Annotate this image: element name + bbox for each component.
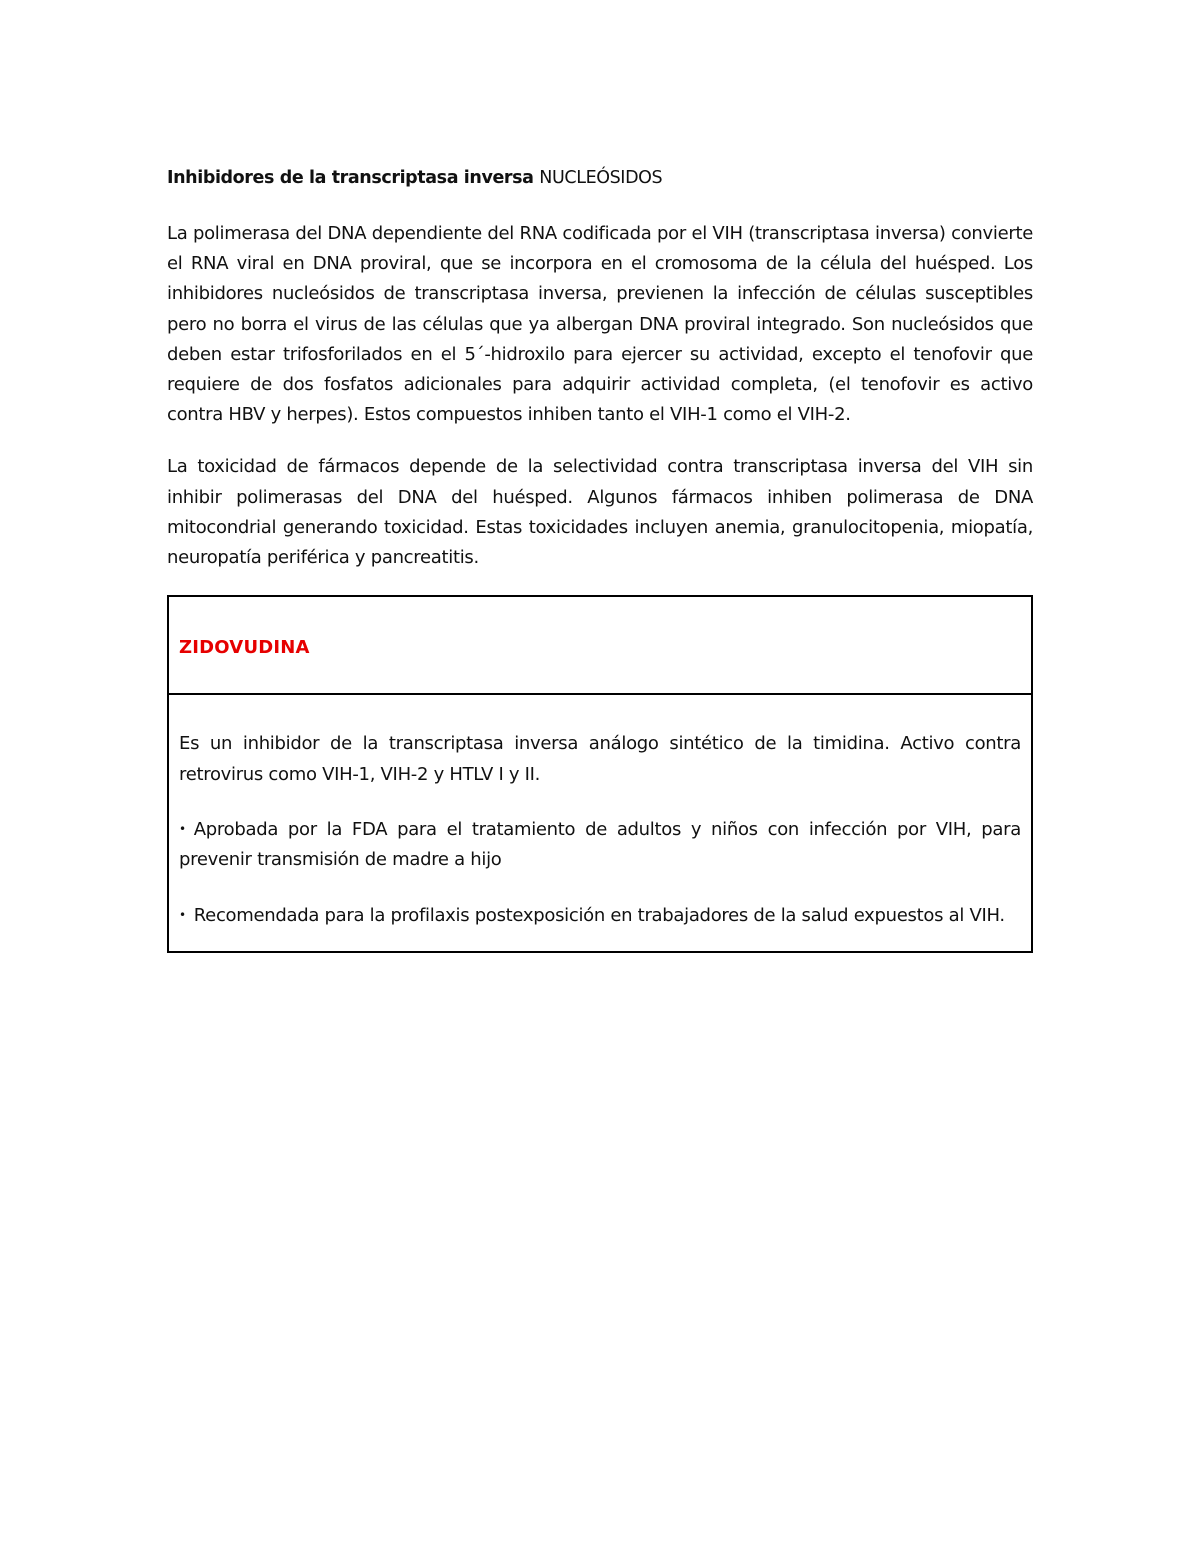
drug-box-header — [169, 597, 1031, 695]
heading-prefix: Inhibidores de la transcriptasa inversa — [167, 168, 540, 188]
drug-title: ZIDOVUDINA — [179, 636, 310, 658]
bullet-icon: • — [179, 907, 186, 922]
heading-emphasis: NUCLEÓSIDOS — [539, 168, 663, 188]
bullet-item — [179, 814, 1021, 876]
document-content — [167, 163, 1033, 953]
toxicity-paragraph: La toxicidad de fármacos depende de la selectividad contra transcriptasa inversa del VIH sin inhibir polimerasas del DNA del huésped. Algunos fármacos inhiben polimerasa de DNA mitocondrial generando toxicidad. Estas toxicidades incluyen anemia, granulocitopenia, miopatía, neuropatía periférica y pancreatitis. — [167, 456, 1033, 569]
drug-box-body — [169, 695, 1031, 951]
drug-box — [167, 595, 1033, 953]
bullet-item — [179, 900, 1021, 931]
bullet-icon: • — [179, 822, 186, 837]
intro-paragraph: La polimerasa del DNA dependiente del RNA codificada por el VIH (transcriptasa inversa) convierte el RNA viral en DNA proviral, que se incorpora en el cromosoma de la célula del huésped. Los inhibidores nucleósidos de transcriptasa inversa, previenen la infección de células susceptibles pero no borra el virus de las células que ya albergan DNA proviral integrado. Son nucleósidos que deben estar trifosforilados en el 5´-hidroxilo para ejercer su actividad, excepto el tenofovir que requiere de dos fosfatos adicionales para adquirir actividad completa, (el tenofovir es activo contra HBV y herpes). Estos compuestos inhiben tanto el VIH-1 como el VIH-2. — [167, 223, 1033, 426]
bullet-text: Aprobada por la FDA para el tratamiento de adultos y niños con infección por VIH, para prevenir transmisión de madre a hijo — [179, 819, 1021, 871]
section-heading — [167, 163, 1033, 193]
drug-description: Es un inhibidor de la transcriptasa inversa análogo sintético de la timidina. Activo contra retrovirus como VIH-1, VIH-2 y HTLV I y II. — [179, 733, 1021, 785]
bullet-text: Recomendada para la profilaxis postexposición en trabajadores de la salud expuestos al VIH. — [193, 904, 1005, 926]
